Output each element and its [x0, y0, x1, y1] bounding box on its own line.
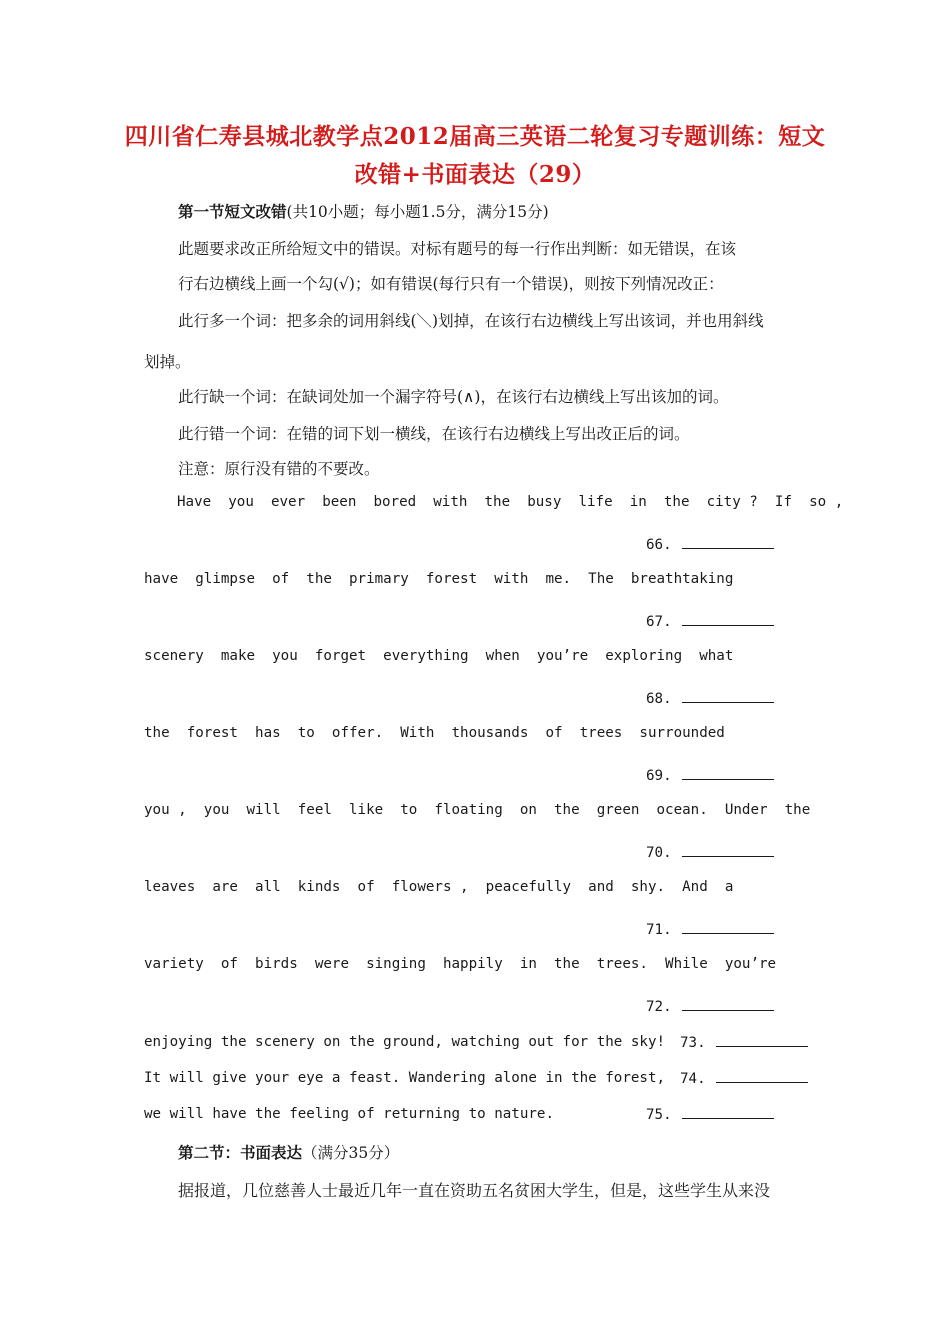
document-title — [110, 118, 840, 194]
instruction-line: 此行多一个词：把多余的词用斜线(＼)划掉，在该行右边横线上写出该词，并也用斜线 — [178, 312, 764, 330]
title-line-1: 四川省仁寿县城北教学点2012届高三英语二轮复习专题训练：短文 — [124, 123, 826, 150]
blank-number: 73. — [680, 1035, 706, 1051]
section1-heading-scoring: (共10小题；每小题1.5分，满分15分) — [286, 203, 549, 221]
instruction-line: 此行缺一个词：在缺词处加一个漏字符号(∧)，在该行右边横线上写出该加的词。 — [178, 388, 729, 406]
section2-text: 据报道，几位慈善人士最近几年一直在资助五名贫困大学生，但是，这些学生从来没 — [178, 1181, 771, 1200]
instruction-line: 注意：原行没有错的不要改。 — [178, 460, 380, 478]
section2-heading-scoring: （满分35分） — [302, 1144, 400, 1162]
blank-line — [682, 613, 774, 626]
passage-line: scenery make you forget everything when you’re exploring what — [144, 648, 734, 664]
section2-heading-label: 第二节：书面表达 — [178, 1143, 303, 1162]
blank-line — [716, 1070, 808, 1083]
answer-blank-71[interactable] — [646, 921, 774, 938]
passage-line: leaves are all kinds of flowers , peacefully and shy. And a — [144, 879, 734, 895]
section1-heading — [178, 200, 549, 222]
passage-line: variety of birds were singing happily in the trees. While you’re — [144, 956, 777, 972]
answer-blank-67[interactable] — [646, 613, 774, 630]
answer-blank-70[interactable] — [646, 844, 774, 861]
section1-heading-label: 第一节短文改错 — [178, 202, 287, 221]
passage-line: It will give your eye a feast. Wandering alone in the forest, — [144, 1070, 666, 1086]
answer-blank-68[interactable] — [646, 690, 774, 707]
blank-line — [682, 921, 774, 934]
instruction-line: 此行错一个词：在错的词下划一横线，在该行右边横线上写出改正后的词。 — [178, 425, 690, 443]
blank-line — [682, 536, 774, 549]
blank-number: 74. — [680, 1071, 706, 1087]
passage-line: we will have the feeling of returning to nature. — [144, 1106, 554, 1122]
blank-number: 72. — [646, 999, 672, 1015]
answer-blank-72[interactable] — [646, 998, 774, 1015]
passage-line: have glimpse of the primary forest with me. The breathtaking — [144, 571, 734, 587]
blank-line — [682, 767, 774, 780]
passage-line: you , you will feel like to floating on the green ocean. Under the — [144, 802, 811, 818]
blank-number: 70. — [646, 845, 672, 861]
instruction-line: 行右边横线上画一个勾(√)；如有错误(每行只有一个错误)，则按下列情况改正： — [178, 275, 724, 293]
instruction-line: 此题要求改正所给短文中的错误。对标有题号的每一行作出判断：如无错误，在该 — [178, 240, 737, 258]
passage-line: the forest has to offer. With thousands of trees surrounded — [144, 725, 725, 741]
blank-line — [682, 998, 774, 1011]
answer-blank-69[interactable] — [646, 767, 774, 784]
blank-number: 67. — [646, 614, 672, 630]
passage-line: Have you ever been bored with the busy life in the city ? If so , — [177, 494, 844, 510]
blank-line — [682, 1106, 774, 1119]
blank-line — [682, 690, 774, 703]
passage-line: enjoying the scenery on the ground, watching out for the sky! — [144, 1034, 666, 1050]
answer-blank-66[interactable] — [646, 536, 774, 553]
blank-number: 69. — [646, 768, 672, 784]
blank-line — [682, 844, 774, 857]
answer-blank-74[interactable] — [680, 1070, 808, 1087]
title-line-2: 改错+书面表达（29） — [354, 161, 596, 188]
section2-heading — [178, 1141, 399, 1163]
answer-blank-75[interactable] — [646, 1106, 774, 1123]
blank-number: 68. — [646, 691, 672, 707]
blank-number: 75. — [646, 1107, 672, 1123]
instruction-line: 划掉。 — [144, 353, 191, 371]
blank-number: 71. — [646, 922, 672, 938]
blank-number: 66. — [646, 537, 672, 553]
answer-blank-73[interactable] — [680, 1034, 808, 1051]
blank-line — [716, 1034, 808, 1047]
